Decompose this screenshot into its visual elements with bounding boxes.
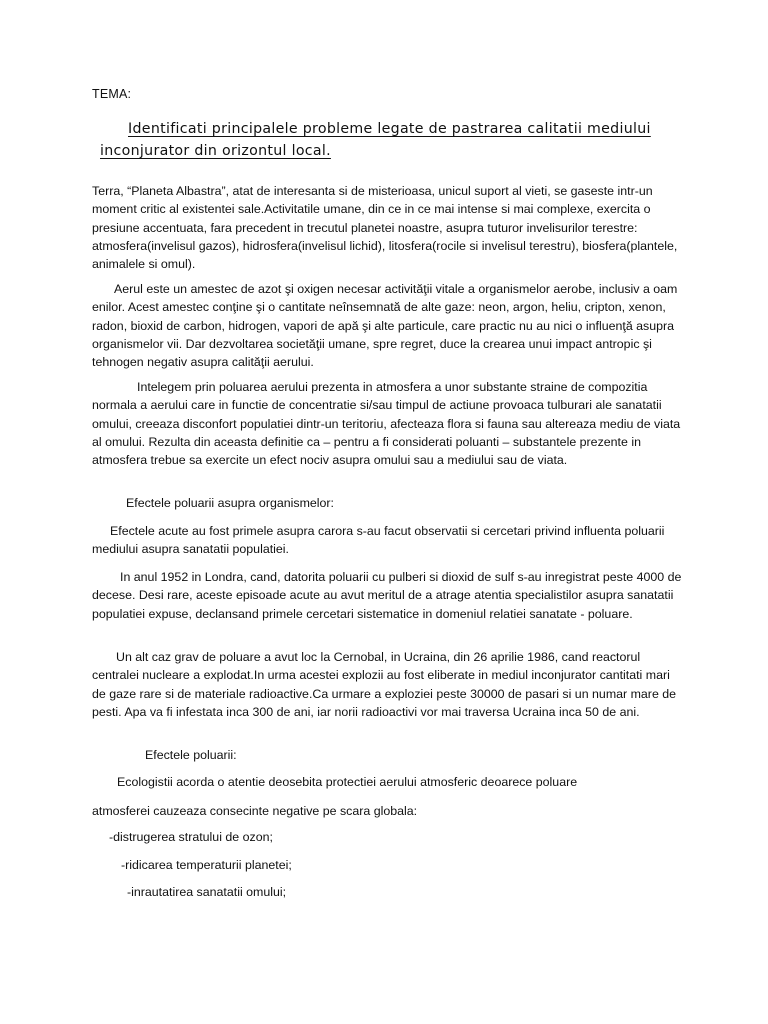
paragraph-acute-effects: Efectele acute au fost primele asupra carora s-au facut observatii si cercetari privind influenta poluarii mediului asupra sanatatii populatiei. xyxy=(92,524,665,557)
paragraph-intro: Terra, “Planeta Albastra”, atat de interesanta si de misterioasa, unicul suport al vieti, se gaseste intr-un moment critic al existentei sale.Activitatile umane, din ce in ce mai intense si mai complexe, exercita o presiune accentuata, fara precedent in trecutul planetei noastre, asupra tuturor invelisurilor terestre: atmosfera(invelisul gazos), hidrosfera(invelisul lichid), litosfera(rocile si invelisul terestru), biosfera(plantele, animalele si omul). xyxy=(92,184,678,272)
paragraph-global-consequences: atmosferei cauzeaza consecinte negative pe scara globala: xyxy=(92,804,418,818)
paragraph-air-composition: Aerul este un amestec de azot şi oxigen necesar activităţii vitale a organismelor aerobe, inclusiv a oam enilor. Acest amestec conţine şi o cantitate neînsemnată de alte gaze: neon, argon, heliu, cripton, xenon, radon, bioxid de carbon, hidrogen, vapori de apă şi alte particule, care practic nu au nici o influenţă asupra organismelor vii. Dar dezvoltarea societăţii umane, spre regret, duce la crearea unui impact antropic şi tehnogen negativ asupra calităţii aerului. xyxy=(92,282,678,370)
list-item: -ridicarea temperaturii planetei; xyxy=(121,858,292,872)
section-heading-effects-organisms: Efectele poluarii asupra organismelor: xyxy=(126,496,334,510)
list-item: -distrugerea stratului de ozon; xyxy=(109,830,273,844)
paragraph-london-1952: In anul 1952 in Londra, cand, datorita poluarii cu pulberi si dioxid de sulf s-au inregistrat peste 4000 de decese. Desi rare, aceste episoade acute au avut meritul de a atrage atentia specialistilor asupra sanatatii populatiei expuse, declansand primele cercetari sistematice in domeniul relatiei sanatate - poluare. xyxy=(92,570,682,621)
topic-subject: Identificati principalele probleme legate de pastrarea calitatii mediului inconjurator din orizontul local. xyxy=(100,121,651,159)
paragraph-pollution-definition: Intelegem prin poluarea aerului prezenta in atmosfera a unor substante straine de compozitia normala a aerului care in functie de concentratie si/sau timpul de actiune provoaca tulburari ale sanatatii omului, creeaza disconfort populatiei dintr-un teritoriu, afecteaza flora si fauna sau altereaza mediu de viata al omului. Rezulta din aceasta definitie ca – pentru a fi considerati poluanti – substantele prezente in atmosfera trebue sa exercite un efect nociv asupra omului sau a mediului sau de viata. xyxy=(92,380,681,468)
paragraph-ecologists: Ecologistii acorda o atentie deosebita protectiei aerului atmosferic deoarece poluare xyxy=(117,775,578,789)
topic-label: TEMA: xyxy=(92,87,132,101)
list-item: -inrautatirea sanatatii omului; xyxy=(127,885,287,899)
paragraph-chernobyl: Un alt caz grav de poluare a avut loc la Cernobal, in Ucraina, din 26 aprilie 1986, cand reactorul centralei nucleare a explodat.In urma acestei explozii au fost eliberate in mediul inconjurator cantitati mari de gaze rare si de materiale radioactive.Ca urmare a exploziei peste 30000 de pasari si un numar mare de pesti. Apa va fi infestata inca 300 de ani, iar norii radioactivi vor mai traversa Ucraina inca 50 de ani. xyxy=(92,650,677,719)
section-heading-pollution-effects: Efectele poluarii: xyxy=(145,748,237,762)
